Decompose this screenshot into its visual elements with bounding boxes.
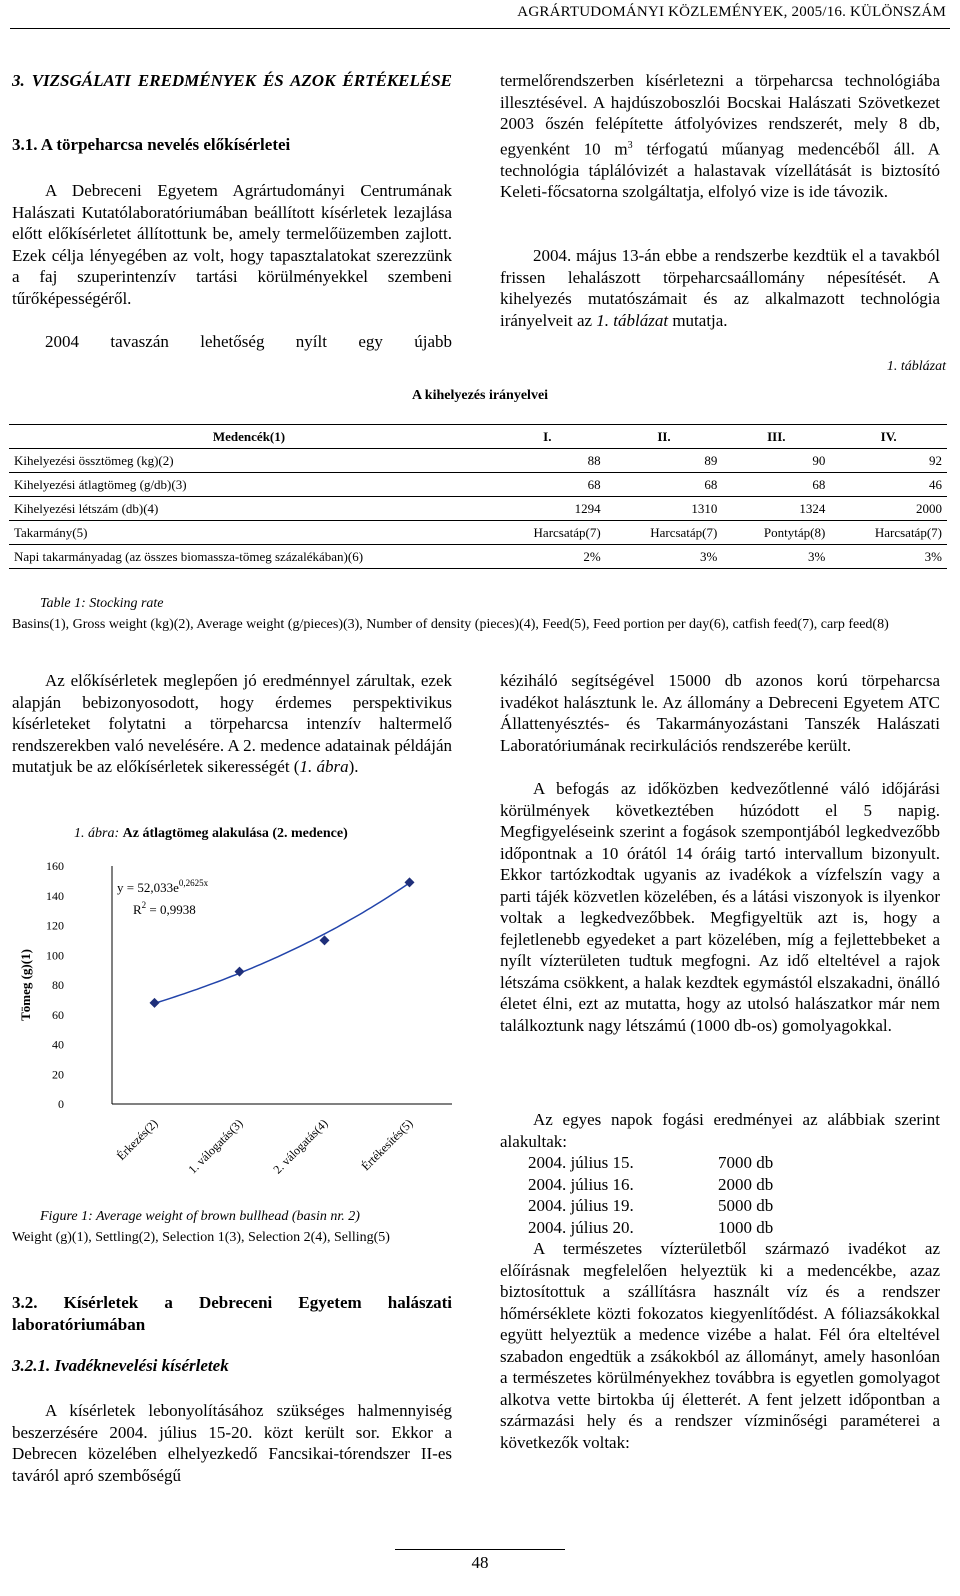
table-cell: 3% bbox=[722, 545, 830, 569]
left-paragraph-2: 2004 tavaszán lehetőség nyílt egy újabb bbox=[45, 332, 452, 351]
table-cell: Harcsatáp(7) bbox=[830, 521, 947, 545]
y-tick-label: 120 bbox=[46, 918, 64, 933]
right-paragraph-5: Az egyes napok fogási eredményei az alábbiak szerint alakultak: bbox=[500, 1110, 940, 1151]
y-tick-label: 160 bbox=[46, 859, 64, 873]
table-header-cell: I. bbox=[489, 425, 606, 449]
subsection-title-3-2: 3.2. Kísérletek a Debreceni Egyetem halászati laboratóriumában bbox=[12, 1293, 452, 1334]
table-cell: 2% bbox=[489, 545, 606, 569]
table-cell: Pontytáp(8) bbox=[722, 521, 830, 545]
footer-rule bbox=[395, 1549, 565, 1550]
y-tick-label: 80 bbox=[52, 978, 64, 992]
data-point bbox=[150, 998, 160, 1008]
list-item: 2004. július 15. 7000 db bbox=[528, 1153, 774, 1172]
table-label: 1. táblázat bbox=[886, 359, 946, 374]
catch-list bbox=[528, 1152, 828, 1238]
y-tick-label: 20 bbox=[52, 1067, 64, 1082]
list-item: 2004. július 20. 1000 db bbox=[528, 1217, 774, 1237]
table-cell: 92 bbox=[830, 449, 947, 473]
stocking-table bbox=[9, 424, 947, 569]
left-paragraph-1: A Debreceni Egyetem Agrártudományi Centrumának Halászati Kutatólaboratóriumában beállított kísérletek lezajlása előtt előkísérletet állítottunk be, amely termelőüzemben zajlott. Ezek célja lényegében az volt, hogy tapasztalatokat szerezzünk a faj szuperintenzív tartási körülményekkel szembeni tűrőképességéről. bbox=[12, 181, 452, 308]
list-item: 2004. július 16. 2000 db bbox=[528, 1174, 774, 1194]
table-cell: 46 bbox=[830, 473, 947, 497]
y-tick-label: 60 bbox=[52, 1007, 64, 1022]
running-header: AGRÁRTUDOMÁNYI KÖZLEMÉNYEK, 2005/16. KÜLÖNSZÁM bbox=[517, 4, 946, 20]
data-points bbox=[150, 877, 415, 1007]
table-header-cell: Medencék(1) bbox=[9, 425, 489, 449]
list-item: 2004. július 19. 5000 db bbox=[528, 1196, 774, 1215]
table-cell: Harcsatáp(7) bbox=[606, 521, 723, 545]
average-weight-chart bbox=[12, 818, 462, 1203]
table-cell: 68 bbox=[489, 473, 606, 497]
table-cell: 3% bbox=[830, 545, 947, 569]
table-caption-en: Table 1: Stocking rate bbox=[40, 596, 164, 611]
table-row bbox=[9, 521, 947, 545]
table-cell: 68 bbox=[722, 473, 830, 497]
table-cell: Kihelyezési létszám (db)(4) bbox=[9, 497, 489, 521]
left-paragraph-3: Az előkísérletek meglepően jó eredménnyel zárultak, ezek alapján bebizonyosodott, hogy érdemes perspektivikus kísérleteket folytatni a törpeharcsa intenzív haltermelő rendszerekben való nevelésére. A 2. medence adatainak példáján mutatjuk be az előkísérletek sikerességét (1. ábra). bbox=[12, 671, 452, 776]
right-paragraph-1: termelőrendszerben kísérletezni a törpeharcsa technológiába illesztésével. A hajdúszoboszlói Bocskai Halászati Szövetkezet 2003 őszén felépítette átfolyóvizes rendszerét, mely 8 db, egyenként 10 $m^3$ térfogatú műanyag medencéből áll. A technológia táplálóvizét a halastavak vízellátását is biztosító Keleti-főcsatorna szolgáltatja, elfolyó vize is ide távozik. bbox=[500, 71, 940, 202]
table-cell: Kihelyezési átlagtömeg (g/db)(3) bbox=[9, 473, 489, 497]
table-cell: 89 bbox=[606, 449, 723, 473]
table-cell: 3% bbox=[606, 545, 723, 569]
table-title: A kihelyezés irányelvei bbox=[411, 388, 549, 403]
x-tick-label: Érkezés(2) bbox=[113, 1116, 161, 1163]
exponential-trendline bbox=[155, 883, 410, 1004]
right-paragraph-6: A természetes vízterületből származó ivadékot az előírásnak megfelelően helyeztük ki a medencékbe, azaz biztosítottuk a szállításra használt víz és a rendszer hőmérséklete közti fokozatos kiegyenlítődést. A fóliazsákokkal együtt helyeztük a medence vizébe a halat. Fél óra elteltével szabadon engedtük a zsákokból az állományt, amely hasonlóan a természetes körülményekhez továbbra is egyetlen gomolyagot alkotva vette birtokba új életterét. A fent jelzett időpontban a származási hely és a rendszer vízminőségi paraméterei a következők voltak: bbox=[500, 1239, 940, 1452]
table-cell: 1324 bbox=[722, 497, 830, 521]
table-header-cell: III. bbox=[722, 425, 830, 449]
x-tick-label: 2. válogatás(4) bbox=[270, 1116, 331, 1177]
table-cell: Takarmány(5) bbox=[9, 521, 489, 545]
data-point bbox=[320, 935, 330, 945]
table-cell: 2000 bbox=[830, 497, 947, 521]
table-row bbox=[9, 449, 947, 473]
table-cell: 68 bbox=[606, 473, 723, 497]
section-title: 3. VIZSGÁLATI EREDMÉNYEK ÉS AZOK ÉRTÉKELÉSE bbox=[12, 71, 452, 90]
trend-equation: $y = 52,033e^{0,2625x}$ bbox=[117, 878, 209, 895]
y-tick-label: 140 bbox=[46, 888, 64, 903]
y-tick-label: 100 bbox=[46, 948, 64, 963]
table-cell: 1310 bbox=[606, 497, 723, 521]
y-tick-label: 0 bbox=[58, 1097, 64, 1111]
left-paragraph-4: A kísérletek lebonyolításához szükséges halmennyiség beszerzésére 2004. július 15-20. közt került sor. Ekkor a Debrecen közelében elhelyezkedő Fancsikai-tórendszer II-es taváról apró szembőségű bbox=[12, 1401, 452, 1485]
figure-title: 1. ábra: Az átlagtömeg alakulása (2. medence) bbox=[74, 826, 348, 841]
x-tick-labels bbox=[114, 1116, 416, 1176]
table-row bbox=[9, 473, 947, 497]
table-legend-en: Basins(1), Gross weight (kg)(2), Average weight (g/pieces)(3), Number of density (pieces)(4), Feed(5), Feed portion per day(6), catfish feed(7), carp feed(8) bbox=[12, 617, 889, 632]
figure-legend-en: Weight (g)(1), Settling(2), Selection 1(3), Selection 2(4), Selling(5) bbox=[12, 1230, 390, 1245]
trend-r-squared: $R^2 = 0,9938$ bbox=[133, 900, 196, 917]
subsection-title-3-2-1: 3.2.1. Ivadéknevelési kísérletek bbox=[12, 1356, 229, 1375]
table-header-cell: IV. bbox=[830, 425, 947, 449]
table-cell: Napi takarmányadag (az összes biomassza-tömeg százalékában)(6) bbox=[9, 545, 489, 569]
y-tick-labels bbox=[46, 859, 64, 1111]
page-number: 48 bbox=[471, 1553, 489, 1572]
y-axis-label: Tömeg (g)(1) bbox=[18, 949, 33, 1021]
y-tick-label: 40 bbox=[52, 1037, 64, 1052]
table-cell: 1294 bbox=[489, 497, 606, 521]
right-paragraph-2: 2004. május 13-án ebbe a rendszerbe kezdtük el a tavakból frissen lehalászott törpeharcsaállomány népesítését. A kihelyezés mutatószámait és az alkalmazott technológia irányelveit az 1. táblázat mutatja. bbox=[500, 246, 940, 330]
header-rule bbox=[10, 28, 950, 29]
right-paragraph-3: kéziháló segítségével 15000 db azonos korú törpeharcsa ivadékot halásztunk le. Az állomány a Debreceni Egyetem ATC Állattenyésztés- és Takarmányozástani Tanszék Halászati Laboratóriumának recirkulációs rendszerébe került. bbox=[500, 671, 940, 755]
table-header-row bbox=[9, 425, 947, 449]
subsection-title-3-1: 3.1. A törpeharcsa nevelés előkísérletei bbox=[12, 135, 291, 154]
x-tick-label: Értékesítés(5) bbox=[358, 1116, 416, 1174]
figure-caption-en: Figure 1: Average weight of brown bullhead (basin nr. 2) bbox=[40, 1209, 360, 1224]
x-tick-label: 1. válogatás(3) bbox=[185, 1116, 246, 1177]
table-cell: 90 bbox=[722, 449, 830, 473]
table-cell: 88 bbox=[489, 449, 606, 473]
table-header-cell: II. bbox=[606, 425, 723, 449]
table-row bbox=[9, 497, 947, 521]
table-cell: Harcsatáp(7) bbox=[489, 521, 606, 545]
right-paragraph-4: A befogás az időközben kedvezőtlenné váló időjárási körülmények következtében húzódott el 5 napig. Megfigyeléseink szerint a fogások szempontjából legkedvezőbb időpontnak a 10 órától 14 óráig tartó intervallum bizonyult. Ekkor tartózkodtak ugyanis az ivadékok a vízfelszín vagy a parti tájék közvetlen közelében, és a látási viszonyok is ilyenkor voltak a legkedvezőbbek. Megfigyeltük azt is, hogy a fejletlenebb egyedeket a part közelében, míg a fejlettebbeket a nyílt vízterületen tudtuk megfogni. Az idő elteltével a rajok létszáma csökkent, a halak kezdtek egymástól elszakadni, önálló életet élni, ezt az mutatta, hogy az utolsó halászatkor már nem találkoztunk nagy létszámú (1000 db-os) gomolyagokkal. bbox=[500, 779, 940, 1035]
table-cell: Kihelyezési össztömeg (kg)(2) bbox=[9, 449, 489, 473]
table-row bbox=[9, 545, 947, 569]
